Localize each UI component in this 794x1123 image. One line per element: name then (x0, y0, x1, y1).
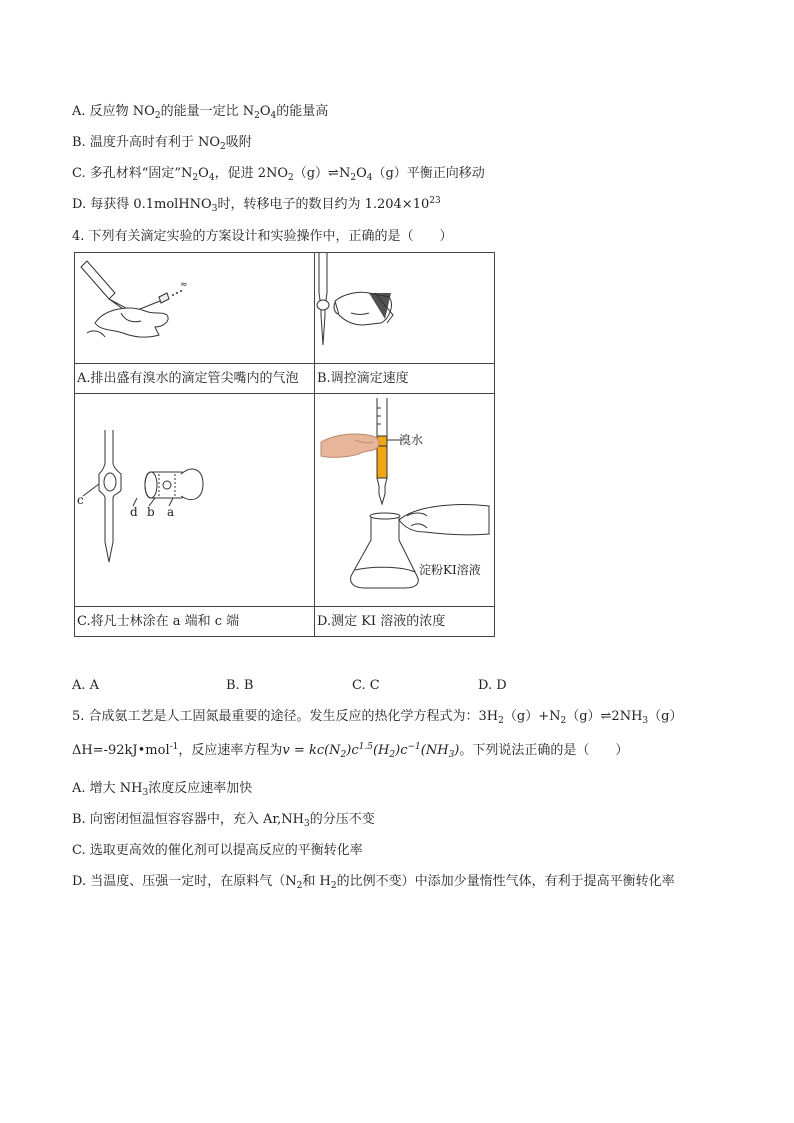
label-c: c (77, 493, 84, 507)
caption-b: B.调控滴定速度 (317, 371, 409, 386)
q5-rate-equation-line: ΔH=-92kJ•mol$^{-1}$，反应速率方程为$v = kc(N_2)c^{1.5}(H_2)c^{-1}(NH_3)$。下列说法正确的是（ ） (72, 742, 629, 760)
q4-stem: 4. 下列有关滴定实验的方案设计和实验操作中，正确的是（ ） (72, 229, 453, 244)
caption-a: A.排出盛有溴水的滴定管尖嘴内的气泡 (77, 371, 299, 386)
q4-figure-table (74, 252, 495, 637)
q5-option-c: C. 选取更高效的催化剂可以提高反应的平衡转化率 (72, 843, 363, 858)
label-b: b (147, 505, 155, 519)
q5-option-a: A. 增大 $NH_3$浓度反应速率加快 (72, 781, 253, 798)
q5-stem: 5. 合成氨工艺是人工固氮最重要的途径。发生反应的热化学方程式为：$3H_2(g)+N_2(g)\rightleftharpoons 2NH_3(g)$ (72, 709, 683, 726)
q4-answer-c: C. C (352, 678, 380, 693)
caption-d: D.测定 KI 溶液的浓度 (317, 614, 446, 629)
label-starch-ki: 淀粉KI溶液 (419, 563, 481, 577)
figure-c-burette-stopcock (75, 394, 314, 606)
label-bromine-water: 溴水 (399, 433, 424, 447)
label-a: a (167, 505, 175, 519)
q4-answer-a: A. A (72, 678, 100, 693)
q4-answer-b: B. B (226, 678, 254, 693)
figure-b-stopcock-control (315, 253, 494, 363)
q3-option-d: D. 每获得 0.1molHNO$_3$时，转移电子的数目约为 $1.204\times 10^{23}$ (72, 196, 441, 214)
q3-option-b: B. 温度升高时有利于 $NO_2$吸附 (72, 135, 252, 152)
q4-answer-d: D. D (478, 678, 507, 693)
q3-option-c: C. 多孔材料“固定$”N_2O_4$，促进 $2NO_2(g)\rightleftharpoons N_2O_4(g)$平衡正向移动 (72, 166, 485, 183)
q3-option-a: A. 反应物 $NO_2$的能量一定比 $N_2O_4$的能量高 (72, 104, 329, 121)
svg-text:≈: ≈ (180, 280, 188, 290)
label-d: d (130, 505, 138, 519)
figure-a-burette-tilted (75, 253, 314, 363)
figure-d-titration-setup (315, 394, 494, 606)
rate-equation: $v = kc(N_2)c^{1.5}(H_2)c^{-1}(NH_3)$ (282, 742, 460, 760)
caption-c: C.将凡士林涂在 a 端和 c 端 (77, 614, 240, 629)
q5-option-b: B. 向密闭恒温恒容容器中，充入 $Ar,NH_3$的分压不变 (72, 812, 375, 829)
q5-option-d: D. 当温度、压强一定时，在原料气（$N_2$和 $H_2$的比例不变）中添加少量惰性气体，有利于提高平衡转化率 (72, 874, 675, 891)
